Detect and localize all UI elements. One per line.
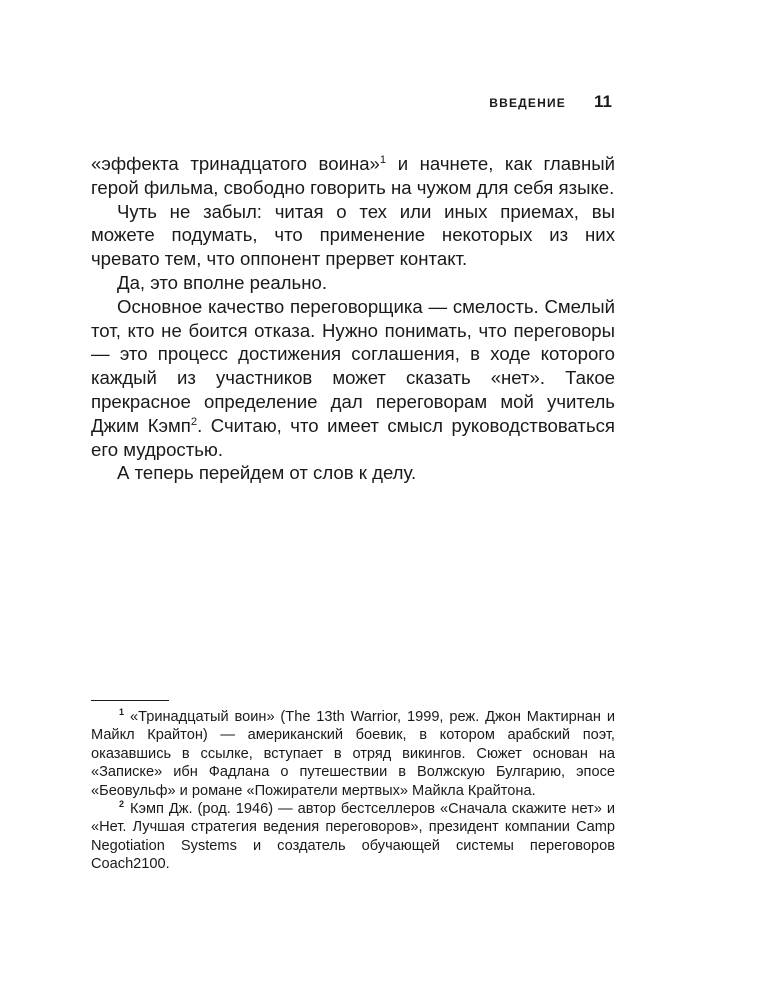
footnote [91,800,615,874]
running-header [489,92,612,112]
footnote-marker: 2 [119,799,125,810]
paragraph: А теперь перейдем от слов к делу. [117,462,417,484]
paragraph: Да, это вполне реально. [117,271,327,293]
paragraph: Чуть не забыл: читая о тех или иных приемах, вы можете подумать, что применение некоторых из них чревато тем, что оппонент прервет контакт. [91,200,615,270]
paragraph-text: Основное качество переговорщика — смелость. Смелый тот, кто не боится отказа. Нужно понимать, что переговоры — это процесс достижения соглашения, в ходе которого каждый из участников может сказать «нет». Такое прекрасное определение дал переговорам мой учитель Джим Кэмп [91,295,615,436]
footnote-text: «Тринадцатый воин» (The 13th Warrior, 1999, реж. Джон Мактирнан и Майкл Крайтон) — американский боевик, в котором арабский поэт, оказавшись в ссылке, вступает в отряд викингов. Сюжет основан на «Записке» ибн Фадлана о путешествии в Волжскую Булгарию, эпосе «Беовульф» и романе «Пожиратели мертвых» Майкла Крайтона. [91,709,615,799]
page-number: 11 [594,92,612,111]
footnote-text: Кэмп Дж. (род. 1946) — автор бестселлеров «Сначала скажите нет» и «Нет. Лучшая стратегия ведения переговоров», президент компании Camp Negotiation Systems и создатель обучающей системы переговоров Coach2100. [91,801,615,873]
footnote [91,708,615,800]
footnote-reference: 2 [190,415,198,428]
main-text [91,152,615,485]
footnote-divider [91,700,169,701]
paragraph [91,152,615,200]
footnote-reference: 1 [379,153,387,166]
footnotes [91,708,615,874]
paragraph-text: . Считаю, что имеет смысл руководствоваться его мудростью. [91,414,616,460]
section-title: ВВЕДЕНИЕ [489,96,567,110]
paragraph-text: и начнете, как главный герой фильма, свободно говорить на чужом для себя языке. [91,153,615,198]
footnote-marker: 1 [119,707,125,718]
paragraph-text: «эффекта тринадцатого воина» [91,153,380,174]
paragraph [91,295,615,462]
